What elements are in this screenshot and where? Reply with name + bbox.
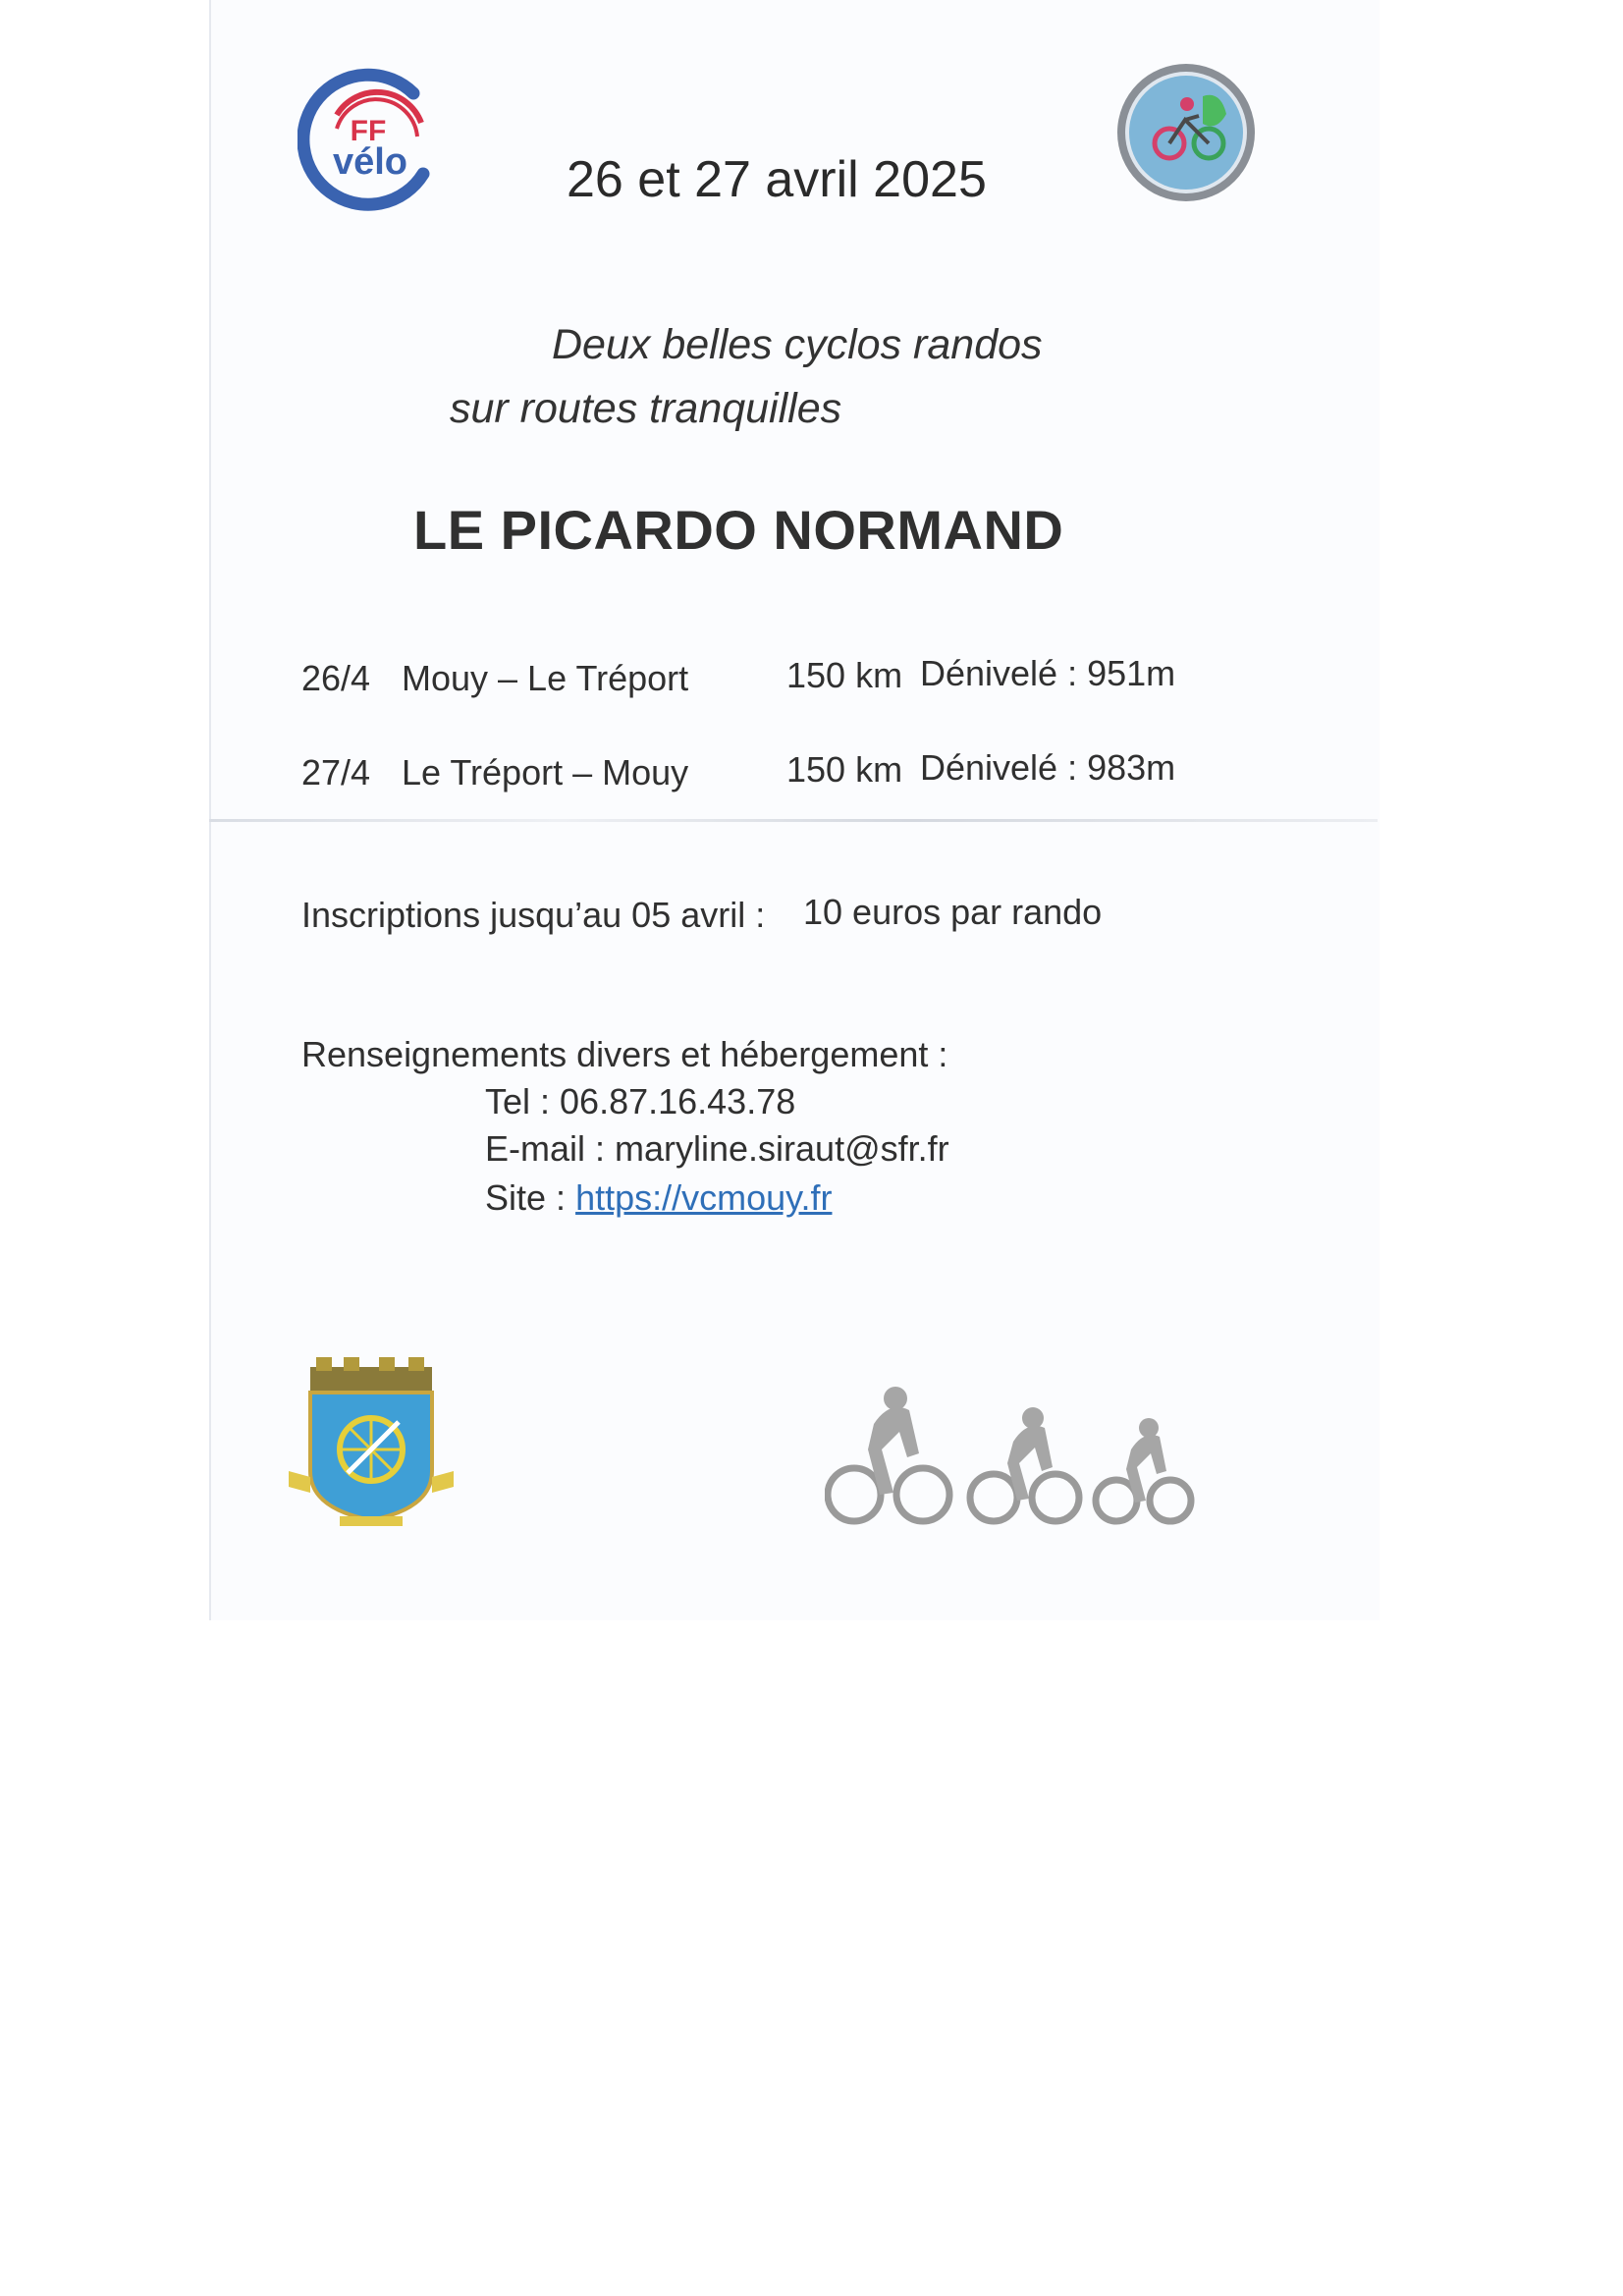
subtitle-line-2: sur routes tranquilles	[450, 385, 842, 432]
registration-deadline: Inscriptions jusqu’au 05 avril :	[301, 895, 766, 935]
route-2-name: Le Tréport – Mouy	[402, 752, 689, 793]
route-1-date: 26/4	[301, 658, 371, 698]
ffvelo-logo-ff: FF	[350, 115, 387, 147]
registration-price: 10 euros par rando	[803, 892, 1103, 932]
route-2-distance: 150 km	[786, 749, 903, 790]
route-1-elevation: Dénivelé : 951m	[920, 653, 1176, 693]
club-logo	[1114, 61, 1258, 204]
route-2-date: 27/4	[301, 752, 371, 793]
contact-email: E-mail : maryline.siraut@sfr.fr	[485, 1128, 949, 1169]
route-1-name: Mouy – Le Tréport	[402, 658, 689, 698]
route-1-distance: 150 km	[786, 655, 903, 695]
cyclists-icon	[825, 1385, 1198, 1527]
coat-of-arms-icon	[289, 1355, 454, 1532]
route-2-elevation: Dénivelé : 983m	[920, 747, 1176, 788]
fold-line	[209, 819, 1378, 822]
subtitle-line-1: Deux belles cyclos randos	[552, 321, 1043, 368]
site-label: Site :	[485, 1177, 567, 1218]
info-heading: Renseignements divers et hébergement :	[301, 1034, 948, 1074]
contact-phone: Tel : 06.87.16.43.78	[485, 1081, 796, 1121]
ffvelo-logo	[298, 64, 447, 213]
event-date: 26 et 27 avril 2025	[567, 151, 987, 208]
site-link[interactable]: https://vcmouy.fr	[575, 1177, 833, 1218]
ffvelo-logo-velo: vélo	[332, 141, 408, 183]
contact-site	[485, 1177, 832, 1219]
event-title: LE PICARDO NORMAND	[413, 499, 1064, 561]
